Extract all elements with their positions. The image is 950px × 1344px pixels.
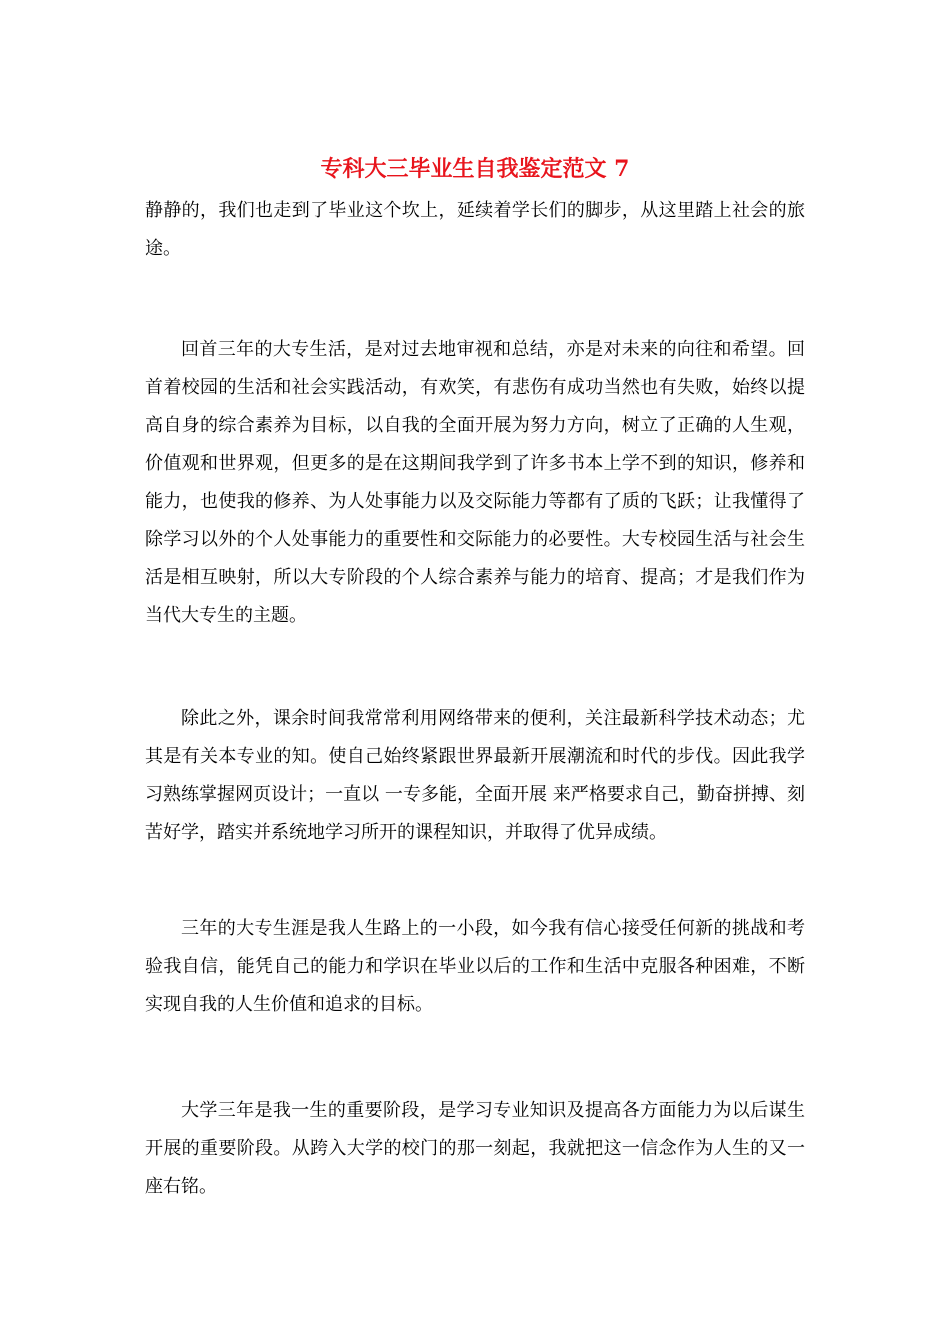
document-title: 专科大三毕业生自我鉴定范文 7 [320,156,630,182]
paragraph-motto: 大学三年是我一生的重要阶段，是学习专业知识及提高各方面能力为以后谋生开展的重要阶段。从跨入大学的校门的那一刻起，我就把这一信念作为人生的又一座右铭。 [145,1100,805,1197]
paragraph-reflection: 回首三年的大专生活，是对过去地审视和总结，亦是对未来的向往和希望。回首着校园的生活和社会实践活动，有欢笑，有悲伤有成功当然也有失败，始终以提高自身的综合素养为目标，以自我的全面开展为努力方向，树立了正确的人生观，价值观和世界观，但更多的是在这期间我学到了许多书本上学不到的知识，修养和能力，也使我的修养、为人处事能力以及交际能力等都有了质的飞跃；让我懂得了除学习以外的个人处事能力的重要性和交际能力的必要性。大专校园生活与社会生活是相互映射，所以大专阶段的个人综合素养与能力的培育、提高；才是我们作为当代大专生的主题。 [145,339,805,626]
paragraph-extracurricular: 除此之外，课余时间我常常利用网络带来的便利，关注最新科学技术动态；尤其是有关本专业的知。使自己始终紧跟世界最新开展潮流和时代的步伐。因此我学习熟练掌握网页设计；一直以 一专多能，全面开展 来严格要求自己，勤奋拼搏、刻苦好学，踏实并系统地学习所开的课程知识，并取得了优异成绩。 [145,708,805,843]
paragraph-confidence: 三年的大专生涯是我人生路上的一小段，如今我有信心接受任何新的挑战和考验我自信，能凭自己的能力和学识在毕业以后的工作和生活中克服各种困难，不断实现自我的人生价值和追求的目标。 [145,918,805,1015]
paragraph-intro: 静静的，我们也走到了毕业这个坎上，延续着学长们的脚步，从这里踏上社会的旅途。 [145,200,805,259]
